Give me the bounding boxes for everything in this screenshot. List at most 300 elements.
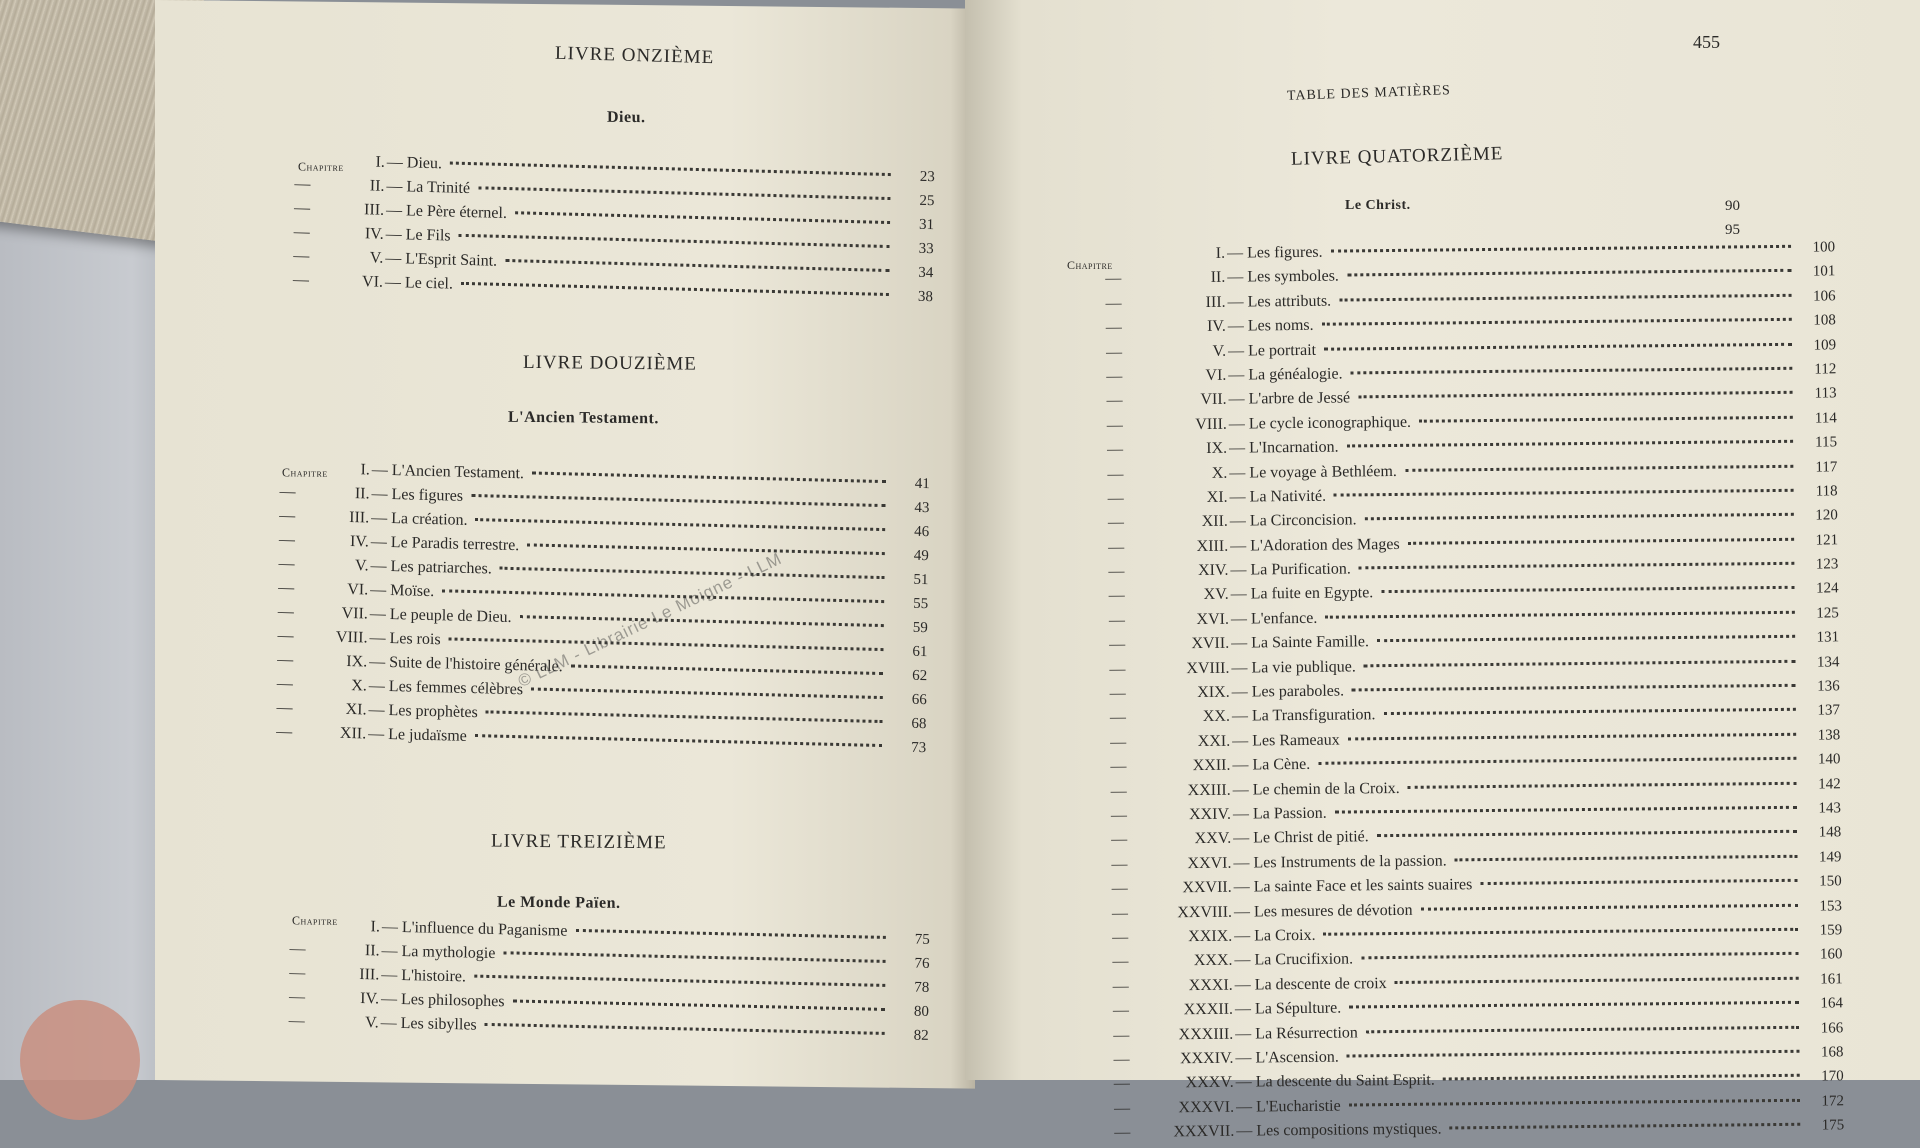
toc-dash: — — [277, 627, 305, 646]
chapter-page: 143 — [1805, 800, 1841, 817]
toc-dash: — — [293, 271, 321, 290]
chapter-title: — L'histoire. — [379, 966, 466, 986]
toc-dash: — — [278, 603, 306, 622]
chapter-number: XXI. — [1138, 733, 1230, 752]
toc-dash — [280, 472, 308, 473]
chapter-number: X. — [1135, 464, 1227, 483]
chapter-number: XXXIV. — [1141, 1050, 1233, 1069]
chapter-title: — Le chemin de la Croix. — [1231, 780, 1400, 800]
chapter-number: XXII. — [1138, 757, 1230, 776]
dot-leader — [1322, 316, 1792, 326]
chapter-page: 150 — [1806, 873, 1842, 890]
chapter-number: XXX. — [1140, 952, 1232, 971]
toc-dash: — — [1111, 807, 1139, 825]
chapter-page: 159 — [1806, 922, 1842, 939]
toc-dash: — — [1112, 904, 1140, 922]
chapter-page: 138 — [1804, 727, 1840, 744]
chapter-number: XXIV. — [1139, 806, 1231, 825]
dot-leader — [450, 160, 891, 177]
toc-dash: — — [1112, 953, 1140, 971]
chapter-title: — Le cycle iconographique. — [1227, 414, 1411, 434]
chapter-title: — La Sainte Famille. — [1229, 634, 1369, 653]
chapter-number: III. — [317, 965, 379, 984]
chapter-page: 59 — [892, 619, 928, 637]
dot-leader — [1324, 926, 1799, 936]
chapter-page: 49 — [893, 547, 929, 565]
chapter-page: 118 — [1802, 483, 1838, 500]
chapter-number: IV. — [322, 224, 384, 244]
chapter-title: — L'Esprit Saint. — [383, 250, 497, 271]
toc-dash: — — [1109, 636, 1137, 654]
chapter-title: — La Cène. — [1230, 756, 1310, 775]
chapter-title: — Suite de l'histoire générale. — [367, 653, 563, 676]
chapter-title: — La création. — [369, 509, 468, 529]
chapter-page: 82 — [893, 1027, 929, 1045]
chapter-number: V. — [306, 556, 368, 576]
chapter-page: 31 — [898, 216, 934, 234]
chapter-page: 136 — [1804, 678, 1840, 695]
chapter-number: III. — [307, 508, 369, 528]
chapter-page: 168 — [1807, 1044, 1843, 1061]
toc-dash: — — [1113, 1051, 1141, 1069]
chapter-title: — Le ciel. — [383, 274, 453, 294]
chapter-page: 46 — [893, 523, 929, 541]
chapter-page: 23 — [899, 168, 935, 186]
dot-leader — [1366, 1023, 1799, 1033]
chapter-number: IX. — [1135, 440, 1227, 459]
chapter-number: VII. — [1135, 391, 1227, 410]
chapter-number: II. — [1133, 269, 1225, 288]
dot-leader — [1364, 657, 1796, 667]
dot-leader — [1377, 828, 1797, 837]
book12-toc — [276, 459, 930, 763]
chapter-page: 140 — [1804, 752, 1840, 769]
toc-dash: — — [1107, 416, 1135, 434]
chapter-title: — La Transfiguration. — [1230, 707, 1376, 727]
toc-dash: — — [279, 531, 307, 550]
chapter-number: X. — [305, 676, 367, 696]
chapter-number: XXXII. — [1141, 1001, 1233, 1020]
dot-leader — [1480, 877, 1797, 885]
chapter-page: 38 — [897, 288, 933, 306]
toc-dash: — — [1114, 1124, 1142, 1142]
chapter-title: — Les Instruments de la passion. — [1231, 852, 1446, 872]
chapter-page: 123 — [1802, 556, 1838, 573]
toc-dash: — — [276, 723, 304, 742]
toc-dash: — — [1111, 831, 1139, 849]
chapter-page: 166 — [1807, 1020, 1843, 1037]
toc-dash: — — [1114, 1075, 1142, 1093]
page-number: 455 — [1693, 32, 1720, 53]
left-page — [155, 0, 975, 1089]
chapter-title: — La Résurrection — [1233, 1024, 1358, 1043]
chapter-page: 100 — [1799, 239, 1835, 256]
right-page — [965, 0, 1920, 1080]
toc-dash: — — [289, 988, 317, 1007]
chapter-page: 34 — [897, 264, 933, 282]
dot-leader — [1381, 584, 1794, 593]
chapter-page: 164 — [1807, 995, 1843, 1012]
chapter-number: VIII. — [1135, 415, 1227, 434]
dot-leader — [1339, 292, 1791, 302]
chapter-number: XXIX. — [1140, 928, 1232, 947]
chapter-title: — La Purification. — [1228, 561, 1351, 580]
chapter-number: XII. — [1136, 513, 1228, 532]
chapter-title: — Les femmes célèbres — [367, 677, 523, 699]
toc-dash: — — [279, 507, 307, 526]
chapter-title: — Le Paradis terrestre. — [369, 533, 520, 555]
toc-dash: — — [293, 247, 321, 266]
chapter-number: I. — [318, 917, 380, 936]
chapter-title: — L'arbre de Jessé — [1227, 390, 1351, 409]
chapter-page: 61 — [891, 643, 927, 661]
toc-dash: — — [289, 964, 317, 983]
chapter-number: XV. — [1137, 586, 1229, 605]
chapter-page: 51 — [892, 571, 928, 589]
dot-leader — [1455, 853, 1798, 862]
chapter-page: 62 — [891, 667, 927, 685]
toc-dash: — — [1106, 343, 1134, 361]
chapter-number: XXXIII. — [1141, 1025, 1233, 1044]
book11-toc — [293, 151, 935, 312]
dot-leader — [1405, 462, 1794, 471]
chapter-title: — La Trinité — [384, 178, 470, 198]
chapter-page: 172 — [1808, 1093, 1844, 1110]
chapter-number: IV. — [1134, 318, 1226, 337]
chapter-title: — Les paraboles. — [1230, 683, 1345, 702]
toc-dash: — — [1109, 660, 1137, 678]
chapter-number: XXXV. — [1142, 1074, 1234, 1093]
chapter-page: 160 — [1806, 947, 1842, 964]
dot-leader — [1364, 511, 1793, 520]
book11-heading: LIVRE ONZIÈME — [555, 43, 715, 69]
chapter-number: XXIII. — [1139, 781, 1231, 800]
dot-leader — [1443, 1072, 1800, 1081]
chapter-page: 106 — [1799, 288, 1835, 305]
chapter-title: — Dieu. — [385, 154, 442, 173]
chapter-number: VII. — [306, 604, 368, 624]
dot-leader — [1383, 706, 1795, 715]
dot-leader — [1350, 365, 1792, 375]
chapter-title: — Le judaïsme — [366, 725, 467, 745]
chapter-number: V. — [321, 248, 383, 268]
chapter-title: — Le Père éternel. — [384, 202, 507, 223]
chapter-number: V. — [1134, 342, 1226, 361]
chapter-number: XVII. — [1137, 635, 1229, 654]
book13-subtitle: Le Monde Païen. — [497, 894, 621, 913]
chapter-page: 121 — [1802, 532, 1838, 549]
chapter-title: — Les prophètes — [366, 701, 478, 722]
chapter-page: 142 — [1805, 776, 1841, 793]
toc-dash: — — [1108, 490, 1136, 508]
chapter-page: 109 — [1800, 337, 1836, 354]
toc-dash — [295, 164, 323, 165]
chapter-title: — Les mesures de dévotion — [1232, 901, 1413, 921]
chapter-page: 43 — [893, 499, 929, 517]
book12-heading: LIVRE DOUZIÈME — [523, 352, 697, 376]
dot-leader — [1325, 609, 1795, 619]
book14-toc — [1105, 238, 1844, 1148]
toc-dash: — — [1114, 1099, 1142, 1117]
chapter-page: 78 — [893, 979, 929, 997]
chapter-page: 101 — [1799, 264, 1835, 281]
chapter-title: — La vie publique. — [1229, 658, 1356, 677]
dot-leader — [1359, 560, 1795, 570]
chapter-title: — Les patriarches. — [368, 557, 492, 578]
dot-leader — [1419, 414, 1793, 423]
chapter-page: 68 — [890, 715, 926, 733]
dot-leader — [1408, 535, 1795, 544]
book12-subtitle: L'Ancien Testament. — [508, 409, 659, 429]
chapter-title: — La fuite en Egypte. — [1229, 585, 1374, 605]
chapter-number: XVI. — [1137, 611, 1229, 630]
chapter-page: 124 — [1803, 581, 1839, 598]
chapter-number: IV. — [307, 532, 369, 552]
toc-dash: — — [1112, 880, 1140, 898]
dot-leader — [1358, 389, 1793, 399]
chapter-title: — L'Incarnation. — [1227, 439, 1339, 458]
chapter-title: — L'Adoration des Mages — [1228, 536, 1400, 556]
toc-dash: — — [276, 699, 304, 718]
chapter-page: 115 — [1801, 434, 1837, 451]
chapter-number: XI. — [304, 700, 366, 720]
chapter-number: VI. — [306, 580, 368, 600]
toc-dash: — — [1112, 929, 1140, 947]
dot-leader — [1335, 804, 1797, 814]
chapter-title: — La Nativité. — [1228, 488, 1327, 507]
chapter-page: 55 — [892, 595, 928, 613]
dot-leader — [1349, 999, 1799, 1009]
chapter-title: — La Passion. — [1231, 805, 1327, 824]
chapter-number: IX. — [305, 652, 367, 672]
chapter-title: — La mythologie — [379, 942, 495, 963]
chapter-page: 41 — [894, 475, 930, 493]
chapter-number: XIII. — [1136, 537, 1228, 556]
dot-leader — [532, 469, 886, 483]
book11-chapitre-label: Chapitre — [298, 159, 344, 174]
chapter-page: 73 — [890, 739, 926, 757]
chapter-title: — L'Ancien Testament. — [370, 462, 524, 484]
dot-leader — [1361, 950, 1798, 960]
toc-dash: — — [1107, 392, 1135, 410]
chapter-page: 120 — [1802, 508, 1838, 525]
dot-leader — [575, 927, 886, 939]
dot-leader — [1450, 1121, 1801, 1130]
dot-leader — [1348, 731, 1796, 741]
book14-heading: LIVRE QUATORZIÈME — [1291, 143, 1504, 171]
chapter-page: 125 — [1803, 605, 1839, 622]
dot-leader — [1349, 1096, 1800, 1106]
chapter-page: 161 — [1807, 971, 1843, 988]
chapter-title: — Les attributs. — [1226, 292, 1332, 311]
dot-leader — [1395, 974, 1799, 983]
toc-dash: — — [1110, 733, 1138, 751]
toc-dash: — — [278, 555, 306, 574]
chapter-number: XXXVI. — [1142, 1098, 1234, 1117]
toc-dash: — — [277, 675, 305, 694]
chapter-number: III. — [1134, 294, 1226, 313]
chapter-title: — Les rois — [367, 629, 440, 649]
chapter-page: 80 — [893, 1003, 929, 1021]
toc-dash: — — [1108, 563, 1136, 581]
chapter-title: — Les figures. — [1225, 244, 1323, 263]
chapter-title: — L'Ascension. — [1233, 1048, 1338, 1067]
dot-leader — [1331, 243, 1791, 253]
chapter-number: XXV. — [1139, 830, 1231, 849]
toc-dash: — — [1111, 782, 1139, 800]
dot-leader — [1318, 755, 1796, 765]
toc-dash: — — [1110, 758, 1138, 776]
chapter-title: — L'Eucharistie — [1234, 1097, 1341, 1116]
finger — [20, 1000, 140, 1120]
dot-leader — [571, 662, 884, 675]
chapter-number: II. — [317, 941, 379, 960]
chapter-page: 137 — [1804, 703, 1840, 720]
chapter-title: — Moïse. — [368, 581, 434, 601]
chapter-number: XIV. — [1136, 562, 1228, 581]
chapter-title: — La Circoncision. — [1228, 512, 1357, 531]
chapter-number: XXXVII. — [1142, 1123, 1234, 1142]
book11-subtitle: Dieu. — [607, 109, 646, 127]
dot-leader — [1421, 901, 1798, 910]
chapter-number: XXXI. — [1141, 976, 1233, 995]
toc-dash: — — [294, 199, 322, 218]
toc-dash: — — [1108, 514, 1136, 532]
toc-dash: — — [1109, 612, 1137, 630]
dot-leader — [1377, 633, 1795, 642]
toc-dash: — — [277, 651, 305, 670]
toc-dash: — — [294, 175, 322, 194]
toc-dash: — — [1105, 270, 1133, 288]
chapter-title: — Le Christ de pitié. — [1231, 829, 1369, 848]
toc-dash: — — [1106, 294, 1134, 312]
book14-subtitle: Le Christ. — [1345, 198, 1411, 214]
dot-leader — [1347, 1048, 1800, 1058]
dot-leader — [1408, 779, 1797, 788]
chapter-page: 149 — [1805, 849, 1841, 866]
chapter-title: — Les philosophes — [379, 990, 505, 1011]
chapter-page: 153 — [1806, 898, 1842, 915]
chapter-number: XIX. — [1138, 684, 1230, 703]
chapter-number: I. — [1133, 245, 1225, 264]
book12-chapitre-label: Chapitre — [282, 465, 328, 480]
chapter-number: XVIII. — [1137, 659, 1229, 678]
chapter-page: 114 — [1801, 410, 1837, 427]
dot-leader — [1324, 340, 1792, 350]
chapter-page: 113 — [1801, 386, 1837, 403]
toc-dash: — — [1107, 441, 1135, 459]
chapter-number: VI. — [321, 272, 383, 292]
chapter-page: 25 — [898, 192, 934, 210]
chapter-number: II. — [307, 484, 369, 504]
chapter-number: XX. — [1138, 708, 1230, 727]
chapter-page: 131 — [1803, 630, 1839, 647]
chapter-title: — Les Rameaux — [1230, 731, 1340, 750]
toc-dash: — — [1113, 1002, 1141, 1020]
dot-leader — [1347, 438, 1794, 448]
watermark: © LLM - Librairie Le Moigne - LLM — [515, 549, 785, 692]
toc-dash: — — [1113, 977, 1141, 995]
chapter-number: XXVII. — [1140, 879, 1232, 898]
chapter-title: — Les symboles. — [1225, 268, 1339, 287]
top-page-2: 95 — [1725, 222, 1740, 239]
chapter-page: 108 — [1800, 313, 1836, 330]
toc-dash: — — [1110, 709, 1138, 727]
chapter-title: — La Sépulture. — [1233, 1000, 1341, 1019]
book13-chapitre-label: Chapitre — [292, 913, 338, 928]
toc-dash: — — [1106, 368, 1134, 386]
chapter-number: XXVI. — [1139, 854, 1231, 873]
toc-dash — [290, 929, 318, 930]
toc-dash: — — [278, 579, 306, 598]
chapter-title: — L'influence du Paganisme — [380, 918, 568, 940]
toc-dash: — — [1110, 685, 1138, 703]
chapter-title: — La sainte Face et les saints suaires — [1232, 876, 1473, 897]
chapter-title: — Les noms. — [1226, 317, 1314, 336]
chapter-page: 112 — [1800, 361, 1836, 378]
chapter-page: 66 — [891, 691, 927, 709]
chapter-number: XI. — [1136, 489, 1228, 508]
chapter-page: 117 — [1801, 459, 1837, 476]
chapter-number: VIII. — [305, 628, 367, 648]
chapter-title: — La descente de croix — [1233, 975, 1387, 995]
chapter-number: VI. — [1134, 367, 1226, 386]
chapter-title: — La Crucifixion. — [1232, 951, 1353, 970]
toc-dash: — — [289, 1012, 317, 1031]
dot-leader — [1334, 487, 1794, 497]
chapter-number: I. — [308, 460, 370, 480]
chapter-page: 175 — [1808, 1117, 1844, 1134]
chapter-number: II. — [322, 176, 384, 196]
toc-dash: — — [1111, 855, 1139, 873]
toc-dash: — — [1106, 319, 1134, 337]
top-page-1: 90 — [1725, 198, 1740, 215]
book14-chapitre-label: Chapitre — [1067, 258, 1113, 273]
toc-dash: — — [1107, 465, 1135, 483]
toc-dash: — — [279, 483, 307, 502]
chapter-title: — Les sibylles — [379, 1014, 477, 1034]
chapter-title: — L'enfance. — [1229, 610, 1318, 629]
chapter-title: — La Croix. — [1232, 927, 1316, 946]
chapter-number: XII. — [304, 724, 366, 744]
chapter-page: 76 — [893, 955, 929, 973]
chapter-number: V. — [317, 1013, 379, 1032]
chapter-page: 33 — [898, 240, 934, 258]
toc-dash: — — [1108, 538, 1136, 556]
toc-dash: — — [1109, 587, 1137, 605]
chapter-page: 170 — [1808, 1069, 1844, 1086]
chapter-title: — Le voyage à Bethléem. — [1227, 462, 1397, 482]
chapter-title: — Les figures — [369, 486, 463, 506]
book13-toc — [289, 916, 930, 1050]
dot-leader — [1347, 267, 1791, 277]
chapter-title: — Les compositions mystiques. — [1234, 1121, 1442, 1141]
running-head: TABLE DES MATIÈRES — [1287, 83, 1451, 105]
chapter-title: — Le peuple de Dieu. — [368, 605, 512, 627]
chapter-number: I. — [323, 152, 385, 172]
toc-dash: — — [1113, 1026, 1141, 1044]
chapter-title: — La généalogie. — [1226, 365, 1342, 384]
book13-heading: LIVRE TREIZIÈME — [491, 831, 667, 855]
chapter-page: 134 — [1803, 654, 1839, 671]
chapter-page: 148 — [1805, 825, 1841, 842]
chapter-title: — Le portrait — [1226, 341, 1316, 360]
toc-dash: — — [294, 223, 322, 242]
dot-leader — [1352, 682, 1796, 692]
toc-dash: — — [289, 940, 317, 959]
chapter-title: — Le Fils — [384, 226, 451, 246]
chapter-number: XXVIII. — [1140, 903, 1232, 922]
